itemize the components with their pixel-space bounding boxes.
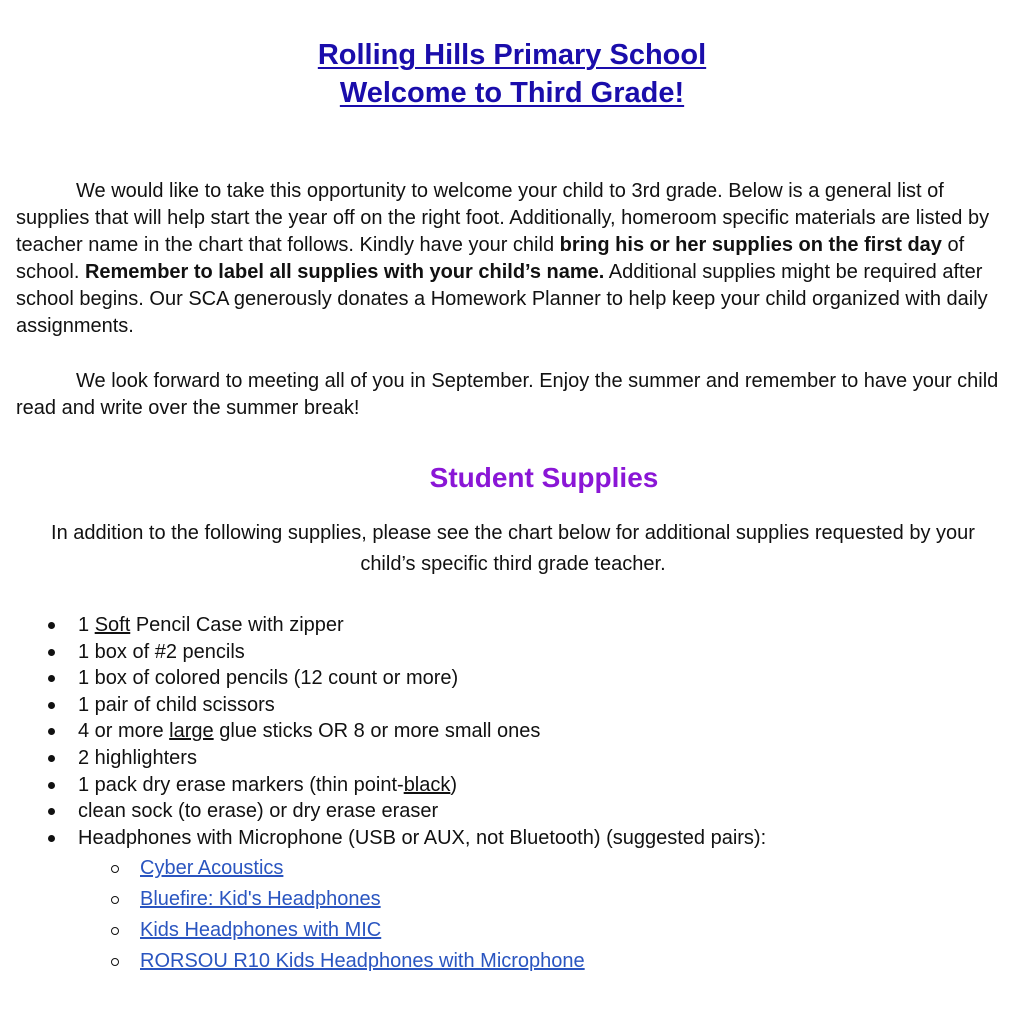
item-text: Headphones with Microphone (USB or AUX, not Bluetooth) (suggested pairs): — [78, 826, 767, 849]
list-item — [0, 692, 766, 719]
link-item — [0, 853, 766, 884]
item-text: 1 pack dry erase markers (thin point- — [78, 773, 404, 796]
list-item — [0, 798, 766, 825]
intro-text-a: We would like to take this opportunity to welcome your child to 3rd grade. Below is a general list of supplies that will help start the year off on the right foot. Additionally, homeroom specific materials are listed by teacher name in the chart that follows. Kindly have your child — [16, 180, 990, 256]
intro-paragraph — [16, 178, 1006, 340]
intro-text-c: Additional supplies might be required after school begins. Our SCA generously donates a Homework Planner to help keep your child organized with daily assignments. — [16, 261, 988, 337]
link-rorsou-r10[interactable]: RORSOU R10 Kids Headphones with Microphone — [140, 950, 585, 973]
intro-bold-first-day: bring his or her supplies on the first day — [559, 234, 942, 256]
intro-bold-label: Remember to label all supplies with your child’s name. — [84, 261, 605, 283]
item-text: 4 or more — [78, 720, 170, 743]
item-text: 2 highlighters — [78, 746, 197, 769]
link-kids-headphones-mic[interactable]: Kids Headphones with MIC — [140, 919, 382, 942]
link-cyber-acoustics[interactable]: Cyber Acoustics — [140, 857, 284, 880]
link-item — [0, 884, 766, 915]
item-text: ) — [450, 773, 458, 796]
item-text: glue sticks OR 8 or more small ones — [213, 720, 541, 743]
item-text: 1 — [78, 614, 95, 636]
item-text: Pencil Case with zipper — [130, 614, 344, 636]
supplies-heading: Student Supplies — [429, 462, 659, 493]
item-text: clean sock (to erase) or dry erase eraser — [78, 800, 439, 823]
item-emphasis: Soft — [94, 614, 131, 636]
link-item — [0, 946, 766, 977]
intro-text-b: of school. — [16, 234, 965, 283]
supplies-list — [0, 612, 766, 977]
item-emphasis: large — [169, 720, 214, 743]
headphone-links — [78, 853, 766, 977]
closing-paragraph — [16, 368, 1006, 422]
item-text: 1 pair of child scissors — [78, 693, 275, 716]
link-item — [0, 915, 766, 946]
list-item — [0, 718, 766, 745]
list-item — [0, 745, 766, 772]
list-item — [0, 639, 766, 666]
list-item-headphones — [0, 825, 766, 978]
supplies-note: In addition to the following supplies, please see the chart below for additional supplies requested by your child’s specific third grade teacher. — [51, 522, 975, 575]
link-bluefire-headphones[interactable]: Bluefire: Kid's Headphones — [140, 888, 381, 911]
page-title — [0, 36, 1024, 112]
item-text: 1 box of #2 pencils — [78, 640, 245, 663]
welcome-link[interactable]: Welcome to Third Grade! — [339, 77, 685, 109]
item-emphasis: black — [403, 773, 451, 796]
list-item — [0, 665, 766, 692]
list-item — [0, 612, 766, 639]
school-name-link[interactable]: Rolling Hills Primary School — [317, 39, 707, 71]
item-text: 1 box of colored pencils (12 count or more) — [78, 667, 459, 690]
list-item — [0, 772, 766, 799]
closing-text: We look forward to meeting all of you in September. Enjoy the summer and remember to have your child read and write over the summer break! — [16, 370, 999, 419]
